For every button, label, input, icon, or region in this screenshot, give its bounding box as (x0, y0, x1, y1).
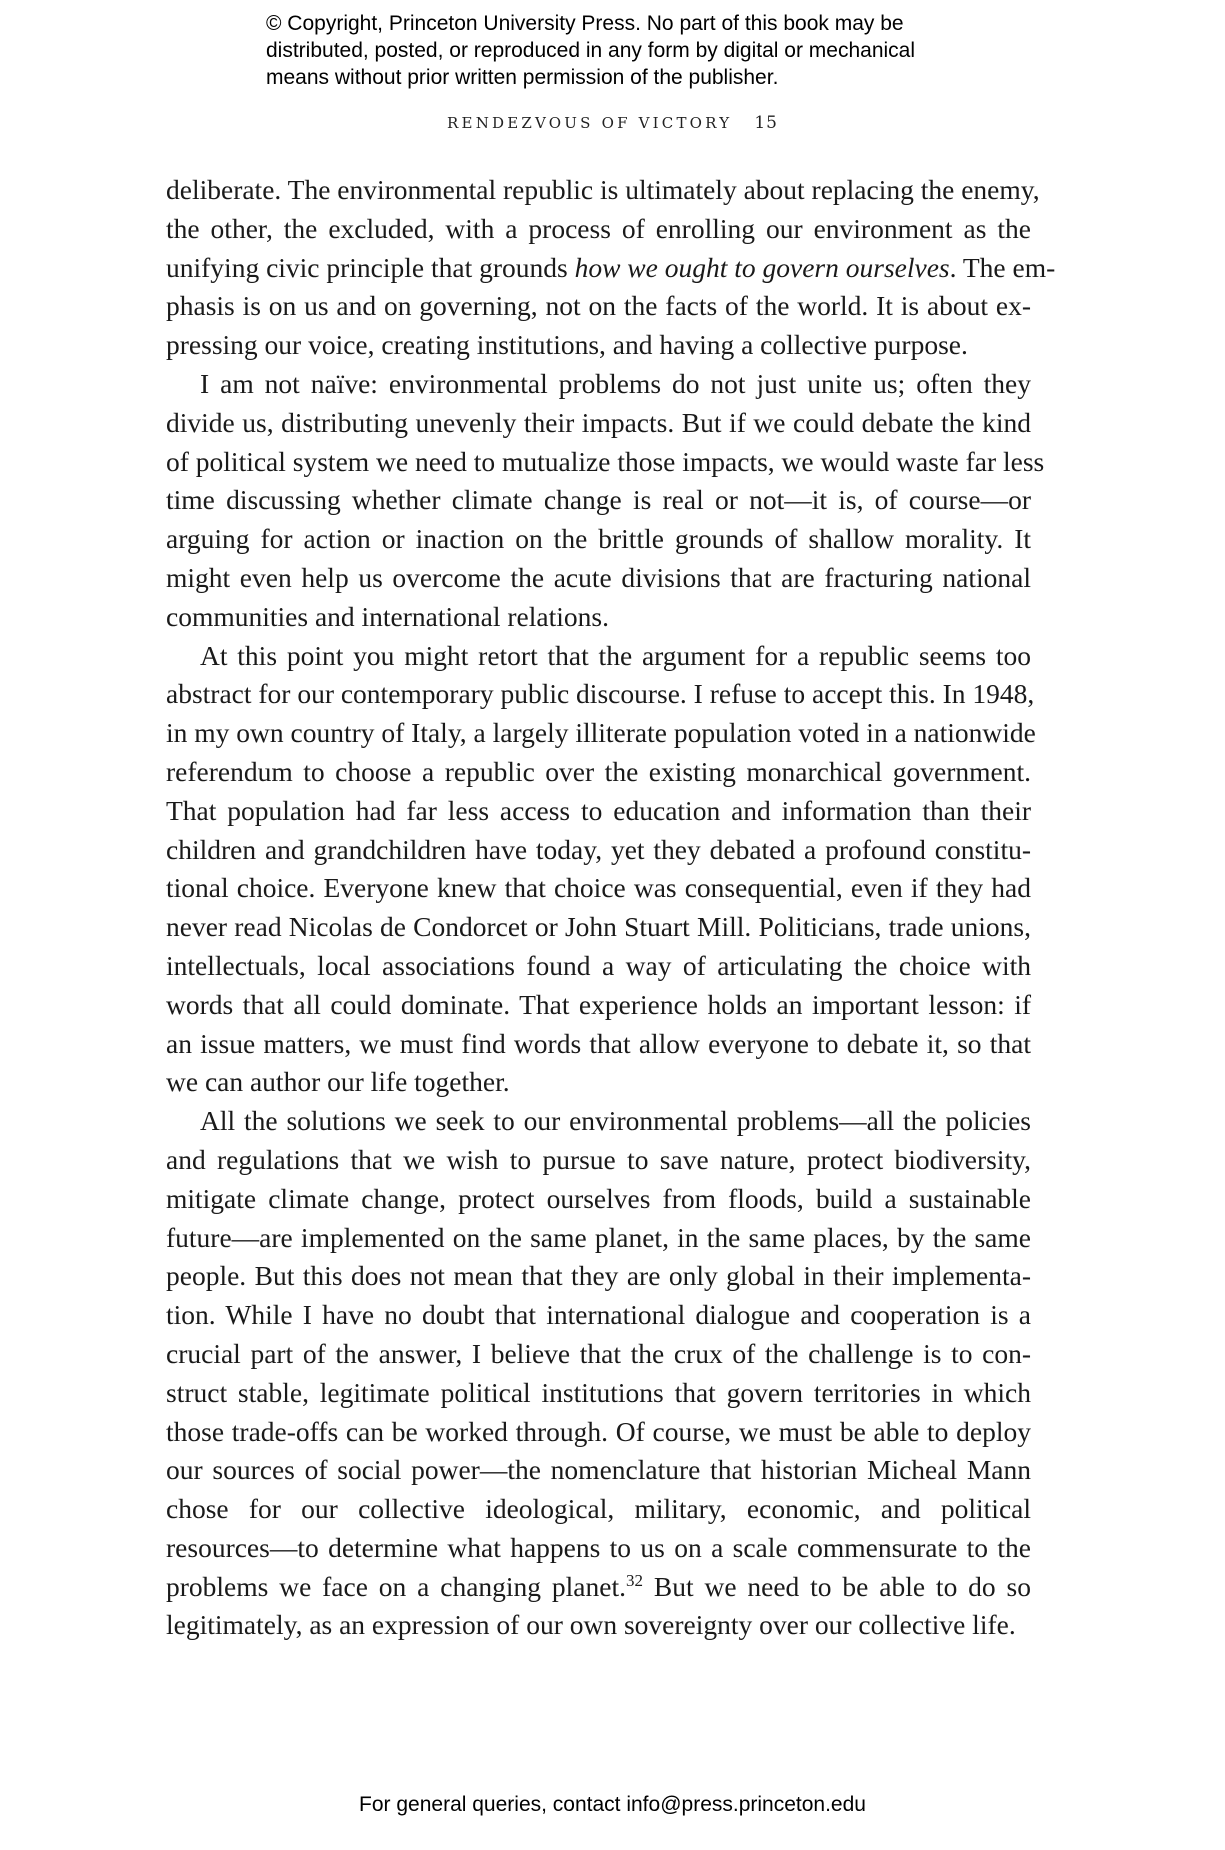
text-line: the other, the excluded, with a process of enrolling our environment as the (166, 212, 1031, 244)
text-line: divide us, distributing unevenly their impacts. But if we could debate the kind (166, 406, 1031, 438)
footnote-ref[interactable]: 32 (625, 1570, 643, 1590)
text-line: That population had far less access to education and information than their (166, 794, 1031, 826)
text-line: crucial part of the answer, I believe that the crux of the challenge is to con- (166, 1337, 1031, 1369)
text-line: deliberate. The environmental republic is ultimately about replacing the enemy, (166, 174, 1040, 205)
text-line: struct stable, legitimate political institutions that govern territories in which (166, 1376, 1031, 1408)
text-line: chose for our collective ideological, military, economic, and political (166, 1493, 1031, 1525)
text-line: intellectuals, local associations found a way of articulating the choice with (166, 949, 1031, 981)
text-line: of political system we need to mutualize those impacts, we would waste far less (166, 445, 1045, 477)
text-line: time discussing whether climate change is real or not—it is, of course—or (166, 484, 1031, 516)
body-text (166, 171, 1056, 1645)
text-line: legitimately, as an expression of our own sovereignty over our collective life. (166, 1609, 1016, 1641)
paragraph (166, 365, 1045, 637)
text-line: might even help us overcome the acute divisions that are fracturing national (166, 561, 1031, 593)
text-line: referendum to choose a republic over the existing monarchical government. (166, 755, 1031, 787)
text-line: unifying civic principle that grounds how we ought to govern ourselves. The em- (166, 251, 1056, 283)
text-line: All the solutions we seek to our environmental problems—all the policies (200, 1105, 1031, 1137)
copyright-line: distributed, posted, or reproduced in any form by digital or mechanical (266, 39, 916, 62)
text-line: people. But this does not mean that they are only global in their implementa- (166, 1260, 1031, 1292)
text-line: tional choice. Everyone knew that choice was consequential, even if they had (166, 872, 1031, 904)
text-line: I am not naïve: environmental problems do not just unite us; often they (200, 367, 1031, 399)
paragraph (166, 171, 1056, 365)
text-line: words that all could dominate. That experience holds an important lesson: if (166, 988, 1031, 1020)
text-line: never read Nicolas de Condorcet or John Stuart Mill. Politicians, trade unions, (166, 911, 1031, 943)
copyright-line: means without prior written permission of the publisher. (266, 66, 779, 89)
running-head-title: RENDEZVOUS OF VICTORY (447, 114, 733, 132)
text-line: in my own country of Italy, a largely illiterate population voted in a nationwide (166, 717, 1036, 749)
text-line: children and grandchildren have today, yet they debated a profound constitu- (166, 833, 1031, 865)
text-line: our sources of social power—the nomenclature that historian Micheal Mann (166, 1454, 1031, 1486)
paragraph (166, 637, 1036, 1103)
running-head (0, 113, 1225, 133)
text-line: and regulations that we wish to pursue to save nature, protect biodiversity, (166, 1143, 1031, 1175)
text-line: mitigate climate change, protect ourselves from floods, build a sustainable (166, 1182, 1031, 1214)
text-line: problems we face on a changing planet.$^{32}$ But we need to be able to do so (166, 1570, 1032, 1602)
text-line: communities and international relations. (166, 600, 609, 632)
text-line: an issue matters, we must find words that allow everyone to debate it, so that (166, 1027, 1031, 1059)
text-line: phasis is on us and on governing, not on the facts of the world. It is about ex- (166, 290, 1031, 322)
copyright-notice (266, 10, 1026, 91)
text-line: tion. While I have no doubt that international dialogue and cooperation is a (166, 1299, 1031, 1331)
text-line: future—are implemented on the same planet, in the same places, by the same (166, 1221, 1031, 1253)
page-number: 15 (754, 113, 778, 133)
text-line: At this point you might retort that the argument for a republic seems too (200, 639, 1031, 671)
text-line: those trade-offs can be worked through. Of course, we must be able to deploy (166, 1415, 1031, 1447)
italic-phrase: how we ought to govern ourselves (574, 251, 950, 283)
footer-contact: For general queries, contact info@press.princeton.edu (359, 1793, 866, 1816)
text-line: we can author our life together. (166, 1066, 510, 1098)
paragraph (166, 1102, 1031, 1645)
text-line: pressing our voice, creating institutions, and having a collective purpose. (166, 329, 968, 361)
text-line: abstract for our contemporary public discourse. I refuse to accept this. In 1948, (166, 678, 1035, 710)
text-line: arguing for action or inaction on the brittle grounds of shallow morality. It (166, 523, 1031, 555)
text-line: resources—to determine what happens to us on a scale commensurate to the (166, 1531, 1031, 1563)
copyright-line: © Copyright, Princeton University Press. No part of this book may be (266, 12, 904, 35)
